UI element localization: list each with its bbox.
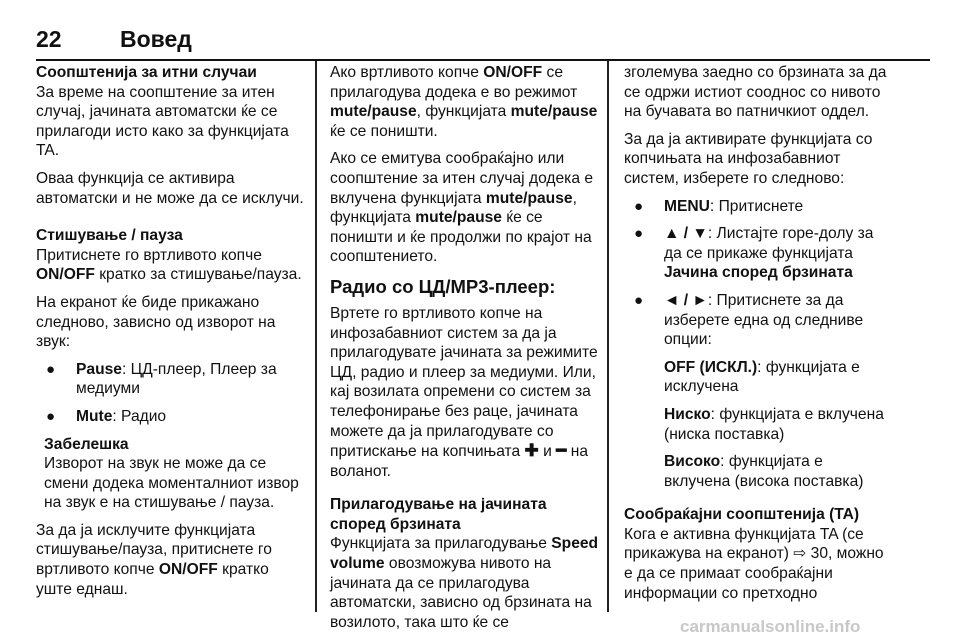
paragraph: Притиснете го вртливото копче ON/OFF кратко за стишување/пауза. bbox=[36, 246, 302, 284]
paragraph: За да ја исклучите функцијата стишување/пауза, притиснете го вртливото копче ON/OFF кратко уште еднаш. bbox=[36, 521, 272, 598]
list-item: ● ▲ / ▼: Листајте горе-долу за да се прикаже функцијата Јачина според брзината bbox=[634, 225, 874, 282]
left-right-arrow-icon: ◄ / ► bbox=[664, 291, 708, 309]
list-item: ● MENU: Притиснете bbox=[634, 197, 804, 215]
bullet-icon: ● bbox=[46, 360, 56, 378]
page-reference-link[interactable]: ⇨ 30 bbox=[793, 545, 828, 563]
paragraph: Функцијата за прилагодување Speed volume овозможува нивото на јачината да се прилагодува автоматски, зависно од брзината на возилото, така што ќе се bbox=[330, 535, 599, 631]
column-divider-2 bbox=[607, 61, 609, 612]
minus-icon: ━ bbox=[556, 441, 567, 461]
column-3 bbox=[624, 63, 892, 611]
heading-speed-volume: Прилагодување на јачината според брзината bbox=[330, 496, 547, 533]
paragraph: Оваа функција се активира автоматски и не може да се исклучи. bbox=[36, 169, 304, 207]
bullet-icon: ● bbox=[634, 225, 644, 243]
note-text: Изворот на звук не може да се смени додека моменталниот извор на звук е на стишување / пауза. bbox=[44, 455, 299, 512]
bullet-list bbox=[624, 197, 892, 350]
header-rule bbox=[36, 59, 930, 61]
list-item: ● ◄ / ►: Притиснете за да изберете една од следниве опции: bbox=[634, 291, 864, 349]
note-box bbox=[36, 435, 304, 513]
bullet-icon: ● bbox=[46, 407, 56, 425]
plus-icon: ✚ bbox=[524, 441, 539, 461]
list-item: ● Pause: ЦД-плеер, Плеер за медиуми bbox=[46, 360, 277, 398]
list-item: ● Mute: Радио bbox=[46, 407, 167, 425]
option-item: Ниско: функцијата е вклучена (ниска поставка) bbox=[664, 405, 884, 443]
paragraph: За да ја активирате функцијата со копчињата на инфозабавниот систем, изберете го следново: bbox=[624, 130, 873, 187]
paragraph: зголемува заедно со брзината за да се одржи истиот сооднос со нивото на бучавата во патничкиот оддел. bbox=[624, 64, 887, 121]
page-title: Вовед bbox=[120, 26, 192, 52]
bullet-icon: ● bbox=[634, 291, 644, 309]
heading-mute: Стишување / пауза bbox=[36, 227, 183, 245]
options-list bbox=[624, 358, 892, 492]
watermark: carmanualsonline.info bbox=[680, 617, 861, 636]
column-2 bbox=[330, 63, 600, 640]
page-number: 22 bbox=[36, 26, 62, 52]
paragraph: Вртете го вртливото копче на инфозабавниот систем за да ја прилагодувате јачината за режимите ЦД, радио и плеер за медиуми. Или, кај возилата опремени со систем за телефонирање без раце, јачината можете да ја прилагодувате со притискање на копчињата ✚ и ━ на воланот. bbox=[330, 304, 598, 480]
paragraph: За време на соопштение за итен случај, јачината автоматски ќе се прилагоди исто како за функцијата TA. bbox=[36, 83, 289, 160]
heading-radio-cd: Радио со ЦД/MP3-плеер: bbox=[330, 275, 556, 297]
bullet-icon: ● bbox=[634, 197, 644, 215]
paragraph: Кога е активна функцијата TA (се прикажува на екранот) ⇨ 30, можно е да се примаат сообраќајни информации со претходно bbox=[624, 525, 884, 602]
paragraph: На екранот ќе биде прикажано следново, зависно од изворот на звук: bbox=[36, 293, 276, 351]
paragraph: Ако се емитува сообраќајно или соопштение за итен случај додека е вклучена функцијата mute/pause, функцијата mute/pause ќе се поништи и ќе продолжи по крајот на соопштението. bbox=[330, 150, 594, 266]
column-divider-1 bbox=[315, 61, 317, 612]
paragraph: Ако вртливото копче ON/OFF се прилагодува додека е во режимот mute/pause, функцијата mute/pause ќе се поништи. bbox=[330, 64, 598, 140]
column-1 bbox=[36, 63, 304, 607]
heading-emergency: Соопштенија за итни случаи bbox=[36, 64, 257, 81]
option-item: Високо: функцијата е вклучена (висока поставка) bbox=[664, 453, 864, 490]
bullet-list bbox=[36, 360, 304, 427]
up-down-arrow-icon: ▲ / ▼ bbox=[664, 225, 708, 243]
heading-traffic-announcements: Сообраќајни соопштенија (TA) bbox=[624, 506, 860, 524]
note-heading: Забелешка bbox=[44, 435, 129, 453]
option-item: OFF (ИСКЛ.): функцијата е исклучена bbox=[664, 358, 860, 396]
